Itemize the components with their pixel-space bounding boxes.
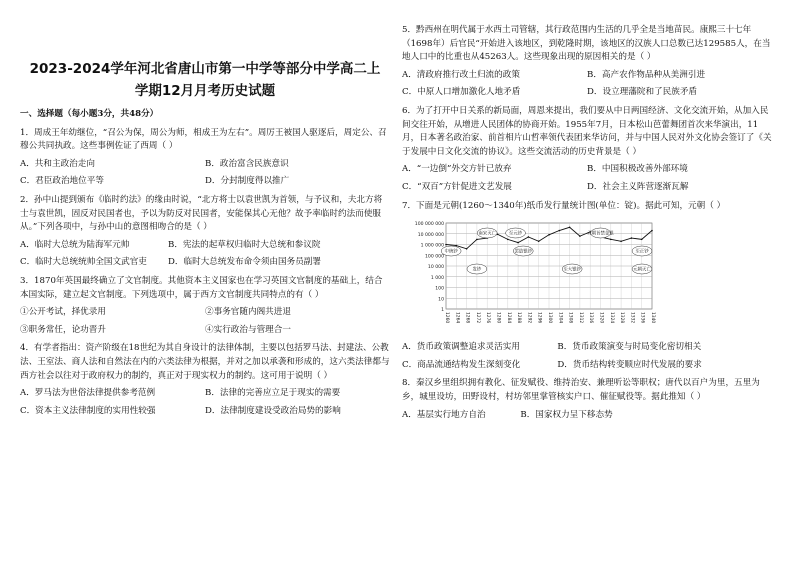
x-tick-label: 1316 <box>588 312 594 324</box>
y-tick-label: 10 <box>438 297 444 303</box>
data-point <box>631 237 633 239</box>
x-tick-label: 1320 <box>598 312 604 324</box>
x-tick-label: 1296 <box>536 312 542 324</box>
q8-stem: 8．秦汉乡里组织拥有教化、征发赋役、维持治安、兼理听讼等职权；唐代以百户为里，五里为乡，城里设坊，田野设村，村坊邻里掌管核实户口、催征赋役等。据此推知（ ） <box>402 378 760 402</box>
q2-option-d: D．临时大总统发布命令须由国务员副署 <box>168 257 321 268</box>
data-point <box>445 244 447 246</box>
left-column <box>20 0 390 418</box>
y-tick-label: 10 000 <box>427 265 444 271</box>
x-tick-label: 1276 <box>485 312 491 324</box>
q2-option-b: B．宪法的起草权归临时大总统和参议院 <box>168 239 321 250</box>
q1-option-a: A．共和主政治走向 <box>20 158 95 169</box>
x-tick-label: 1328 <box>619 312 625 324</box>
q2-option-c: C．临时大总统统帅全国文武官吏 <box>20 257 147 268</box>
q1-stem: 1．周成王年幼继位，“召公为保，周公为师，相成王为左右”。周厉王被国人驱逐后，周定公、召穆公共同执政。这些事例佐证了西周（ ） <box>20 127 387 152</box>
y-tick-label: 100 <box>435 286 444 292</box>
q1-option-c: C．君臣政治地位平等 <box>20 176 104 187</box>
data-point <box>476 239 478 241</box>
x-tick-label: 1340 <box>650 312 655 324</box>
data-point <box>456 245 458 247</box>
annotation-label: 元朝灭亡 <box>633 267 651 273</box>
x-tick-label: 1260 <box>444 312 449 324</box>
x-tick-label: 1288 <box>516 312 522 324</box>
right-column <box>402 24 772 422</box>
q5-option-c: C．中原人口增加激化人地矛盾 <box>402 87 521 98</box>
doc-title-line1: 2023-2024学年河北省唐山市第一中学等部分中学高二上 <box>29 61 381 77</box>
x-tick-label: 1284 <box>505 312 511 324</box>
y-tick-label: 1 000 <box>430 275 444 281</box>
q6-stem: 6．为了打开中日关系的新局面，周恩来提出，我们要从中日两国经济、文化交流开始，从加入民间交往开始，从增进人民团体的协商开始。1955年7月，日本松山芭蕾舞团首次来华演出，11月，日本著名政治家、前首相片山哲率领代表团来华访问，并与中国人民对外文化协会签订了《关于发展中日文化交流的协议》。这些交流活动的历史背景是（ ） <box>402 105 772 157</box>
data-point <box>528 236 530 238</box>
q4-option-a: A．罗马法为世俗法律提供参考范例 <box>20 388 156 399</box>
data-point <box>620 241 622 243</box>
q7-option-a: A．货币政策调整追求灵活实用 <box>402 342 520 353</box>
y-tick-label: 1 000 000 <box>420 243 444 249</box>
x-tick-label: 1324 <box>608 312 614 324</box>
q5-option-d: D．设立理藩院和了民族矛盾 <box>587 87 698 98</box>
q8-option-b: B．国家权力呈下移态势 <box>520 409 613 420</box>
q2-option-a: A．临时大总统为陆海军元帅 <box>20 239 130 250</box>
q5-option-b: B．高产农作物品种从美洲引进 <box>587 69 706 80</box>
q3-stem: 3．1870年英国最终确立了文官制度。其他资本主义国家也在学习英国文官制度的基础上，结合本国实际，建立起文官制度。下列选项中，属于西方文官制度共同特点的有（ ） <box>20 275 383 300</box>
x-tick-label: 1292 <box>526 312 532 324</box>
data-point <box>517 242 519 244</box>
data-point <box>466 248 468 250</box>
annotation-label: 至大银钞 <box>563 267 581 273</box>
q6-option-d: D．社会主义阵营逐渐瓦解 <box>587 181 689 192</box>
q7-option-d: D．货币结构转变顺应时代发展的要求 <box>557 359 702 370</box>
x-tick-label: 1336 <box>639 312 645 324</box>
annotation-label: 至正钞 <box>635 249 649 255</box>
chart-svg <box>402 219 662 337</box>
x-tick-label: 1300 <box>547 312 552 324</box>
q5-option-a: A．清政府推行改土归流的政策 <box>402 69 520 80</box>
y-tick-label: 100 000 <box>425 254 444 260</box>
q8-option-a: A．基层实行地方自治 <box>402 409 486 420</box>
x-tick-label: 1312 <box>577 312 583 324</box>
data-point <box>538 241 540 243</box>
x-tick-label: 1264 <box>454 312 460 324</box>
x-tick-label: 1304 <box>557 312 563 324</box>
data-point <box>651 230 653 232</box>
data-point <box>548 234 550 236</box>
paper-money-chart <box>402 219 662 337</box>
x-tick-label: 1272 <box>474 312 480 324</box>
q6-option-c: C．“双百”方针促进文艺发展 <box>402 181 512 192</box>
q1-option-d: D．分封制度得以推广 <box>205 176 290 187</box>
q1-option-b: B．政治富含民族意识 <box>205 158 289 169</box>
q7-stem: 7．下面是元朝(1260～1340年)纸币发行量统计图(单位：锭)。据此可知，元朝（ ） <box>402 200 726 211</box>
data-point <box>559 230 561 232</box>
q5-stem: 5．黔西州在明代属于水西土司管辖，其行政范围内生活的几乎全是当地苗民。康熙三十七年（1698年）后官民“开始进入该地区，到乾隆时期，该地区的汉族人口总数已达129585人，在当地人口中的比重也从45263人。这些现象出现的原因相关的是（ ） <box>402 25 771 63</box>
data-point <box>579 235 581 237</box>
q3-option-3: ③职务常任，论功晋升 <box>20 324 106 335</box>
data-point <box>641 239 643 241</box>
q3-option-1: ①公开考试，择优录用 <box>20 307 106 318</box>
data-point <box>610 239 612 241</box>
x-tick-label: 1280 <box>495 312 501 324</box>
q4-option-c: C．资本主义法律制度的实用性较强 <box>20 405 156 416</box>
q4-option-d: D．法律制度建设受政治局势的影响 <box>205 405 341 416</box>
y-tick-label: 1 <box>441 308 444 314</box>
q3-option-2: ②事务官随内阁共进退 <box>205 307 291 318</box>
x-tick-label: 1308 <box>567 312 573 324</box>
q4-option-b: B．法律的完善应立足于现实的需要 <box>205 388 341 399</box>
annotation-label: 发钞 <box>472 267 482 273</box>
q6-option-b: B．中国积极改善外部环境 <box>587 164 688 175</box>
q4-stem: 4．有学者指出：资产阶级在18世纪为其自身设计的法律体制，主要以包括罗马法、封建法、公教法、王室法、商人法和自然法在内的六类法律为根据，并对之加以承袭和形成的，这六类法律都与西方社会以往对于政府权力的制约，真正对于现实权力的制约。这可用于说明（ ） <box>20 343 390 381</box>
q7-option-b: B．货币政策演变与时局变化密切相关 <box>557 342 702 353</box>
doc-title-line2: 学期12月月考历史试题 <box>134 83 276 99</box>
y-tick-label: 100 000 000 <box>414 222 444 228</box>
annotation-label: 罢造银钞 <box>514 249 533 255</box>
annotation-label: 至元钞 <box>508 231 523 237</box>
q2-stem: 2．孙中山提到颁布《临时约法》的缘由时说，“北方将士以袁世凯为首领，与予议和，夫北方将士与袁世凯，固反对民国者也，予以为防反对民国者，安能保其心无他？故予率临时约法而使服从。”下列各项中，与孙中山的意图相吻合的是（ ） <box>20 194 383 233</box>
annotation-label: 中统钞 <box>444 249 458 255</box>
q3-option-4: ④实行政治与管理合一 <box>205 324 291 335</box>
q7-option-c: C．商品流通结构发生深刻变化 <box>402 359 521 370</box>
section-heading: 一、选择题（每小题3分，共48分） <box>20 109 159 119</box>
x-tick-label: 1268 <box>464 312 470 324</box>
annotation-label: 元朝旨禁金银 <box>587 231 614 237</box>
data-point <box>569 227 571 229</box>
y-tick-label: 10 000 000 <box>417 232 444 238</box>
x-tick-label: 1332 <box>629 312 635 324</box>
q6-option-a: A．“一边倒”外交方针已放弃 <box>402 164 512 175</box>
annotation-label: 南宋灭亡 <box>478 231 496 237</box>
data-point <box>507 239 509 241</box>
